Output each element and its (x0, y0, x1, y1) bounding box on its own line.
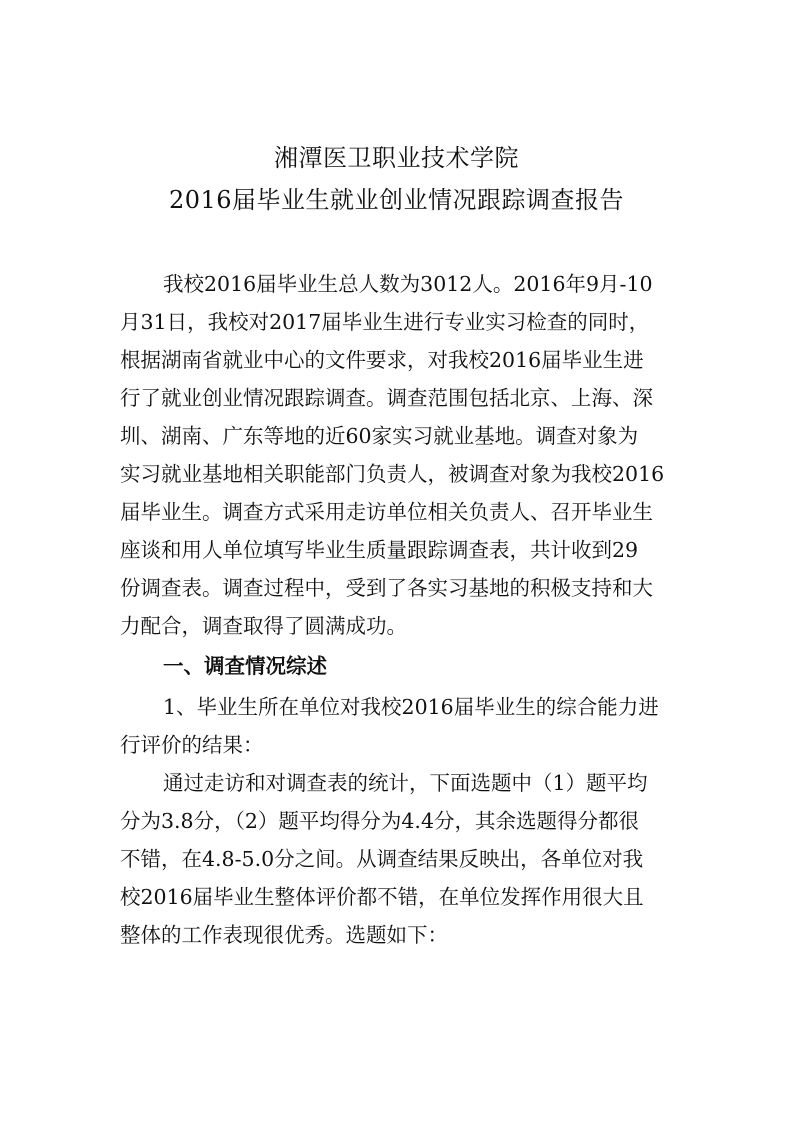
paragraph1-line: 圳、湖南、广东等地的近60家实习就业基地。调查对象为 (120, 424, 639, 448)
paragraph1-line: 月31日，我校对2017届毕业生进行专业实习检查的同时， (120, 310, 650, 334)
paragraph2-line: 校2016届毕业生整体评价都不错，在单位发挥作用很大且 (120, 885, 644, 909)
paragraph1-line: 实习就业基地相关职能部门负责人，被调查对象为我校2016 (120, 462, 665, 486)
paragraph1-line: 力配合，调查取得了圆满成功。 (120, 614, 407, 638)
paragraph1-line: 我校2016届毕业生总人数为3012人。2016年9月-10 (163, 272, 653, 296)
section-heading: 一、调查情况综述 (163, 654, 327, 678)
item1-line: 行评价的结果： (120, 733, 264, 757)
paragraph2-line: 通过走访和对调查表的统计，下面选题中（1）题平均 (163, 771, 648, 795)
paragraph1-line: 根据湖南省就业中心的文件要求，对我校2016届毕业生进 (120, 348, 644, 372)
paragraph1-line: 届毕业生。调查方式采用走访单位相关负责人、召开毕业生 (120, 500, 653, 524)
paragraph1-line: 座谈和用人单位填写毕业生质量跟踪调查表，共计收到29 (120, 538, 639, 562)
document-title-report: 2016届毕业生就业创业情况跟踪调查报告 (168, 186, 625, 214)
paragraph2-line: 不错，在4.8-5.0分之间。从调查结果反映出，各单位对我 (120, 847, 644, 871)
paragraph1-line: 份调查表。调查过程中，受到了各实习基地的积极支持和大 (120, 576, 653, 600)
paragraph2-line: 整体的工作表现很优秀。选题如下： (120, 923, 448, 947)
paragraph1-line: 行了就业创业情况跟踪调查。调查范围包括北京、上海、深 (120, 386, 653, 410)
paragraph2-line: 分为3.8分，（2）题平均得分为4.4分，其余选题得分都很 (120, 809, 639, 833)
item1-line: 1、毕业生所在单位对我校2016届毕业生的综合能力进 (163, 695, 659, 719)
document-title-school: 湘潭医卫职业技术学院 (274, 144, 519, 172)
